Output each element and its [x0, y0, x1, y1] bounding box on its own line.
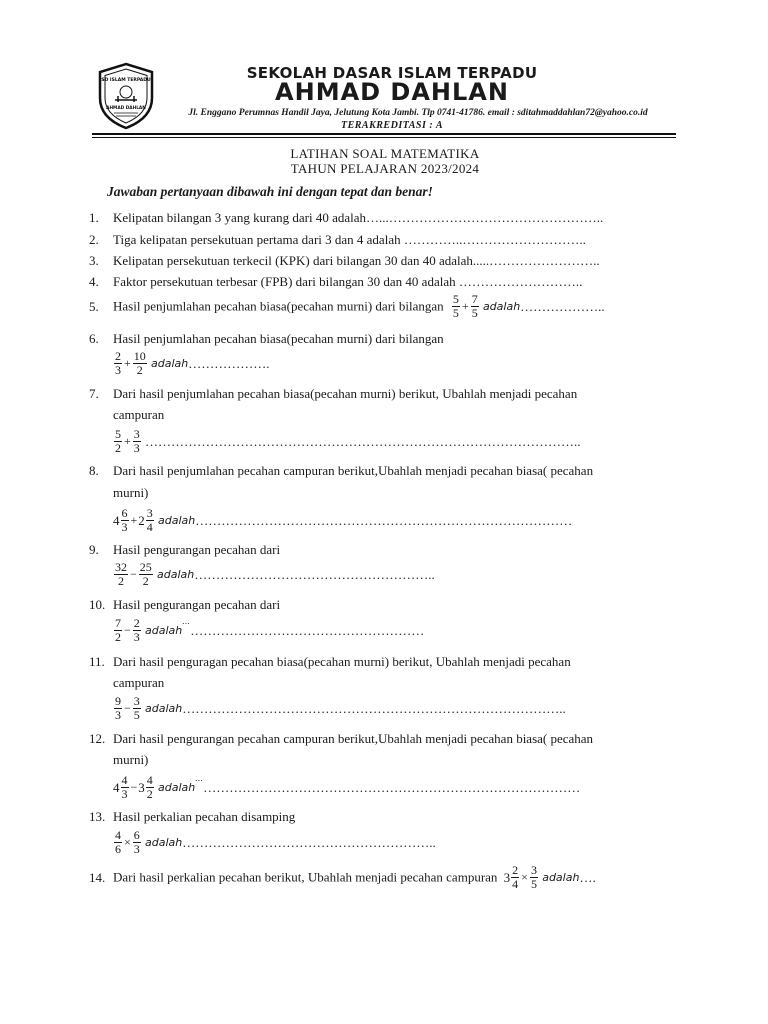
fraction: $\frac{3}{5}$	[133, 694, 140, 722]
svg-text:SD ISLAM TERPADU: SD ISLAM TERPADU	[101, 78, 151, 83]
instruction: Jawaban pertanyaan dibawah ini dengan tepat dan benar!	[107, 184, 433, 199]
fraction: $\frac{32}{2}$	[115, 560, 127, 588]
question-number: 12.	[89, 731, 106, 746]
question-text: Hasil pengurangan pecahan dari	[113, 542, 281, 557]
question-14	[89, 864, 596, 891]
question-text: Kelipatan bilangan 3 yang kurang dari 40 adalah…...…………………………………………..	[113, 210, 604, 225]
fraction-expression: 4 $\frac{4}{3}$ −3 $\frac{4}{2}$ adalah………………………………………………………………………………	[113, 773, 581, 801]
question-number: 3.	[89, 253, 99, 268]
question-1	[89, 210, 603, 226]
question-5	[89, 293, 605, 320]
question-text: Hasil pengurangan pecahan dari	[113, 597, 281, 612]
question-number: 1.	[89, 210, 99, 225]
fraction-expression: $\frac{9}{3}$ − $\frac{3}{5}$ adalah……………………………………………………………………………..	[115, 694, 566, 722]
fraction: $\frac{4}{3}$	[121, 773, 128, 801]
fraction: $\frac{10}{2}$	[133, 349, 146, 377]
question-text: Kelipatan persekutuan terkecil (KPK) dari bilangan 30 dan 40 adalah.....……………………..	[113, 253, 600, 268]
question-4	[89, 274, 582, 290]
school-name: AHMAD DAHLAN	[275, 78, 509, 106]
question-number: 6.	[89, 331, 99, 346]
fraction: $\frac{2}{3}$	[115, 349, 121, 377]
question-number: 5.	[89, 298, 99, 314]
question-text: Tiga kelipatan persekutuan pertama dari 3 dan 4 adalah …………..………………………..	[113, 232, 586, 247]
fraction: $\frac{4}{2}$	[146, 773, 153, 801]
header-divider-thick	[92, 133, 676, 135]
question-10	[89, 597, 280, 613]
question-text: Hasil penjumlahan pecahan biasa(pecahan murni) dari bilangan	[113, 298, 444, 314]
question-2	[89, 232, 586, 248]
question-13	[89, 809, 295, 825]
fraction: $\frac{3}{3}$	[133, 427, 140, 455]
question-3	[89, 253, 600, 269]
question-number: 7.	[89, 386, 99, 401]
question-text: Dari hasil penjumlahan pecahan biasa(pecahan murni) berikut, Ubahlah menjadi pecahan	[113, 386, 578, 401]
fraction: $\frac{9}{3}$	[115, 694, 121, 722]
fraction: $\frac{3}{4}$	[146, 506, 153, 534]
svg-text:AHMAD DAHLAN: AHMAD DAHLAN	[106, 106, 146, 111]
fraction: $\frac{6}{3}$	[121, 506, 128, 534]
question-number: 11.	[89, 654, 105, 669]
question-number: 13.	[89, 809, 106, 824]
fraction: $\frac{5}{2}$	[115, 427, 121, 455]
question-number: 10.	[89, 597, 106, 612]
question-7	[89, 386, 577, 402]
fraction-expression: 4 $\frac{6}{3}$ +2 $\frac{3}{4}$ adalah……………………………………………………………………………	[113, 506, 573, 534]
fraction: $\frac{7}{2}$	[115, 616, 121, 644]
school-address: Jl. Enggano Perumnas Handil Jaya, Jelutung Kota Jambi. Tlp 0741-41786. email : sditahmaddahlan72@yahoo.co.id	[188, 108, 648, 118]
question-continuation: campuran	[113, 675, 165, 690]
question-continuation: murni)	[113, 485, 149, 500]
fraction: $\frac{2}{3}$	[133, 616, 140, 644]
question-continuation: campuran	[113, 407, 165, 422]
school-logo	[96, 62, 156, 130]
fraction-expression: $\frac{2}{3}$ + $\frac{10}{2}$ adalah……………….	[115, 349, 270, 377]
question-6	[89, 331, 444, 347]
question-text: Dari hasil perkalian pecahan berikut, Ubahlah menjadi pecahan campuran	[113, 869, 498, 885]
fraction-expression: $\frac{7}{2}$ − $\frac{2}{3}$ adalah…………………………………………………	[115, 616, 425, 644]
fraction-expression: $\frac{5}{5}$ + $\frac{7}{5}$ adalah………………..	[452, 292, 605, 320]
question-number: 2.	[89, 232, 99, 247]
document-subtitle: TAHUN PELAJARAN 2023/2024	[290, 161, 480, 176]
document-title: LATIHAN SOAL MATEMATIKA	[290, 146, 480, 161]
question-12	[89, 731, 593, 747]
question-number: 9.	[89, 542, 99, 557]
question-text: Dari hasil penjumlahan pecahan campuran berikut,Ubahlah menjadi pecahan biasa( pecahan	[113, 463, 594, 478]
question-number: 8.	[89, 463, 99, 478]
fraction: $\frac{3}{5}$	[530, 863, 537, 891]
header-divider-thin	[92, 137, 676, 138]
fraction-expression: $\frac{4}{6}$ × $\frac{6}{3}$ adalah…………………………………………………..	[115, 828, 436, 856]
fraction: $\frac{7}{5}$	[471, 292, 478, 320]
fraction-expression: 3 $\frac{2}{4}$ × $\frac{3}{5}$ adalah….	[503, 863, 596, 891]
fraction: $\frac{5}{5}$	[452, 292, 459, 320]
fraction-expression: $\frac{5}{2}$ + $\frac{3}{3}$ ………………………………………………………………………………………..	[115, 427, 581, 455]
school-type: SEKOLAH DASAR ISLAM TERPADU	[246, 64, 538, 82]
fraction: $\frac{4}{6}$	[115, 828, 121, 856]
school-header	[96, 62, 674, 134]
fraction: $\frac{25}{2}$	[139, 560, 152, 588]
question-11	[89, 654, 571, 670]
accreditation: TERAKREDITASI : A	[340, 120, 444, 131]
question-text: Dari hasil penguragan pecahan biasa(pecahan murni) berikut, Ubahlah menjadi pecahan	[113, 654, 571, 669]
question-text: Hasil penjumlahan pecahan biasa(pecahan murni) dari bilangan	[113, 331, 444, 346]
question-continuation: murni)	[113, 752, 149, 767]
fraction: $\frac{6}{3}$	[133, 828, 140, 856]
question-text: Faktor persekutuan terbesar (FPB) dari bilangan 30 dan 40 adalah ………………………..	[113, 274, 583, 289]
fraction-expression: $\frac{32}{2}$ − $\frac{25}{2}$ adalah………………………………………………..	[115, 560, 435, 588]
fraction: $\frac{2}{4}$	[512, 863, 519, 891]
question-text: Dari hasil pengurangan pecahan campuran berikut,Ubahlah menjadi pecahan biasa( pecahan	[113, 731, 594, 746]
question-number: 4.	[89, 274, 99, 289]
question-8	[89, 463, 593, 479]
question-number: 14.	[89, 869, 106, 885]
question-text: Hasil perkalian pecahan disamping	[113, 809, 296, 824]
question-9	[89, 542, 280, 558]
